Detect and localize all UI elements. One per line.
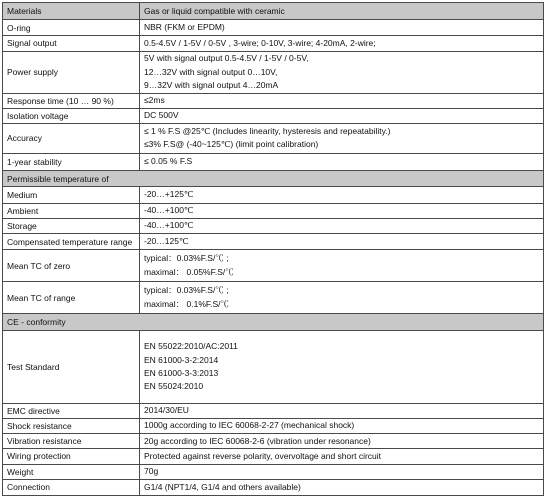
value-line: DC 500V: [144, 110, 179, 121]
value-line: typical：0.03%F.S/℃ ;: [144, 253, 229, 264]
row-label: Compensated temperature range: [3, 233, 140, 249]
value-line: maximal： 0.1%F.S/℃: [144, 298, 230, 309]
value-line: 70g: [144, 465, 159, 476]
table-row: [3, 331, 544, 404]
table-header-row: [3, 3, 544, 20]
table-row: [3, 51, 544, 93]
section-header-row: [3, 171, 544, 187]
row-value: [140, 479, 544, 495]
row-value: [140, 203, 544, 218]
row-label: Power supply: [3, 51, 140, 93]
row-label: Signal output: [3, 36, 140, 51]
value-line: -20…+125℃: [144, 189, 194, 200]
value-line: ≤ 0.05 % F.S: [144, 156, 193, 167]
spec-table: [2, 2, 544, 496]
table-row: [3, 464, 544, 479]
table-row: [3, 282, 544, 313]
table-row: [3, 250, 544, 282]
row-label: Isolation voltage: [3, 109, 140, 124]
row-label: Mean TC of zero: [3, 250, 140, 282]
table-row: [3, 434, 544, 449]
table-row: [3, 449, 544, 464]
table-row: [3, 403, 544, 418]
value-line: -40…+100℃: [144, 220, 194, 231]
table-row: [3, 218, 544, 233]
row-label: Ambient: [3, 203, 140, 218]
row-value: [140, 218, 544, 233]
row-value: [140, 20, 544, 36]
value-line: G1/4 (NPT1/4, G1/4 and others available): [144, 481, 301, 492]
table-row: [3, 154, 544, 171]
table-row: [3, 419, 544, 434]
value-line: maximal： 0.05%F.S/℃: [144, 266, 234, 277]
value-line: 20g according to IEC 60068-2-6 (vibration under resonance): [144, 435, 371, 446]
row-label: Wiring protection: [3, 449, 140, 464]
row-label: 1-year stability: [3, 154, 140, 171]
table-row: [3, 479, 544, 495]
row-label: Accuracy: [3, 123, 140, 153]
row-value: [140, 36, 544, 51]
value-line: EN 55024:2010: [144, 381, 204, 392]
header-col-compatibility: Gas or liquid compatible with ceramic: [140, 3, 544, 20]
section-title: CE - conformity: [3, 313, 544, 330]
row-label: O-ring: [3, 20, 140, 36]
value-line: EN 55022:2010/AC:2011: [144, 341, 238, 352]
row-label: Storage: [3, 218, 140, 233]
value-line: EN 61000-3-2:2014: [144, 354, 219, 365]
row-value: [140, 419, 544, 434]
header-col-materials: Materials: [3, 3, 140, 20]
value-line: NBR (FKM or EPDM): [144, 22, 225, 33]
row-value: [140, 434, 544, 449]
row-label: Vibration resistance: [3, 434, 140, 449]
row-value: [140, 282, 544, 313]
row-value: [140, 51, 544, 93]
spec-table-body: [3, 3, 544, 496]
table-row: [3, 36, 544, 51]
value-line: ≤2ms: [144, 95, 165, 106]
value-line: -20…125℃: [144, 235, 189, 246]
row-value: [140, 109, 544, 124]
row-label: Connection: [3, 479, 140, 495]
row-value: [140, 233, 544, 249]
row-value: [140, 187, 544, 203]
value-line: 2014/30/EU: [144, 405, 189, 416]
section-title: Permissible temperature of: [3, 171, 544, 187]
table-row: [3, 123, 544, 153]
row-value: [140, 449, 544, 464]
row-label: Mean TC of range: [3, 282, 140, 313]
value-line: 1000g according to IEC 60068-2-27 (mechanical shock): [144, 420, 355, 431]
row-label: Response time (10 … 90 %): [3, 94, 140, 109]
row-label: Weight: [3, 464, 140, 479]
table-row: [3, 233, 544, 249]
row-label: Shock resistance: [3, 419, 140, 434]
section-header-row: [3, 313, 544, 330]
row-label: EMC directive: [3, 403, 140, 418]
value-line: Protected against reverse polarity, overvoltage and short circuit: [144, 450, 382, 461]
row-value: [140, 464, 544, 479]
row-value: [140, 250, 544, 282]
table-row: [3, 20, 544, 36]
value-line: -40…+100℃: [144, 204, 194, 215]
table-row: [3, 187, 544, 203]
table-row: [3, 109, 544, 124]
row-value: [140, 94, 544, 109]
row-value: [140, 123, 544, 153]
row-label: Medium: [3, 187, 140, 203]
value-line: 9…32V with signal output 4…20mA: [144, 79, 279, 90]
value-line: 0.5-4.5V / 1-5V / 0-5V , 3-wire; 0-10V, 3-wire; 4-20mA, 2-wire;: [144, 37, 376, 48]
row-label: Test Standard: [3, 331, 140, 404]
row-value: [140, 403, 544, 418]
value-line: 5V with signal output 0.5-4.5V / 1-5V / 0-5V,: [144, 53, 309, 64]
value-line: 12…32V with signal output 0…10V,: [144, 66, 278, 77]
value-line: ≤ 1 % F.S @25℃ (Includes linearity, hysteresis and repeatability.): [144, 126, 391, 136]
table-row: [3, 203, 544, 218]
value-line: EN 61000-3-3:2013: [144, 367, 219, 378]
value-line: typical：0.03%F.S/℃ ;: [144, 285, 229, 296]
row-value: [140, 154, 544, 171]
value-line: ≤3% F.S@ (-40~125℃) (limit point calibration): [144, 139, 319, 150]
table-row: [3, 94, 544, 109]
row-value: [140, 331, 544, 404]
